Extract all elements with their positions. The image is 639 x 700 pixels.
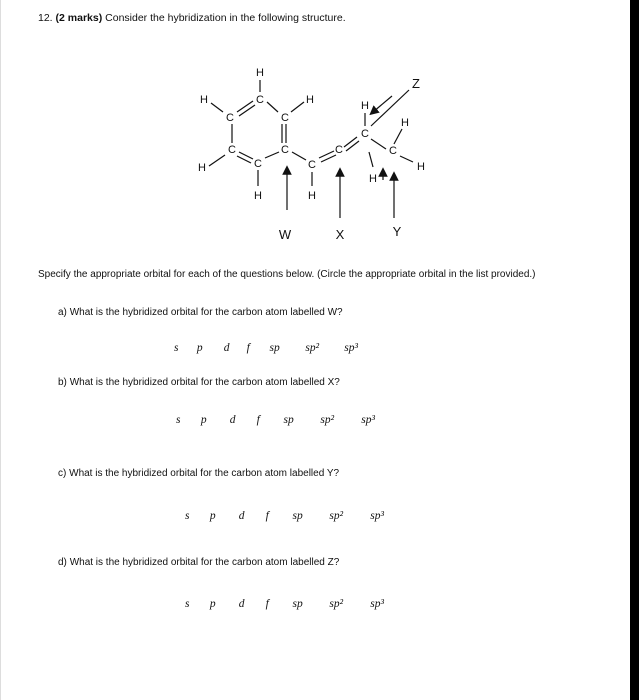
option-f[interactable]: f <box>265 510 269 522</box>
atom-c: C <box>308 159 316 171</box>
atom-c: C <box>226 112 234 124</box>
atom-c: C <box>361 128 369 140</box>
option-s[interactable]: s <box>185 598 190 610</box>
atom-c: C <box>254 158 262 170</box>
part-text: What is the hybridized orbital for the carbon atom labelled X? <box>69 377 340 388</box>
part-text: What is the hybridized orbital for the carbon atom labelled Y? <box>69 468 340 479</box>
option-s[interactable]: s <box>176 414 181 426</box>
part-text: What is the hybridized orbital for the carbon atom labelled W? <box>69 307 343 318</box>
option-s[interactable]: s <box>174 342 179 354</box>
atom-c: C <box>335 144 343 156</box>
part-a-options <box>174 342 358 354</box>
option-sp[interactable]: sp <box>269 342 280 354</box>
atom-h: H <box>308 190 316 202</box>
part-label: b) <box>58 377 67 388</box>
option-s[interactable]: s <box>185 510 190 522</box>
option-sp[interactable]: sp <box>283 414 294 426</box>
option-p[interactable]: p <box>209 510 216 522</box>
option-sp3[interactable]: sp³ <box>370 510 384 522</box>
atom-h: H <box>306 94 314 106</box>
option-sp3[interactable]: sp³ <box>370 598 384 610</box>
atom-h: H <box>401 117 409 129</box>
option-sp[interactable]: sp <box>292 598 303 610</box>
part-d-question <box>58 557 339 568</box>
option-p[interactable]: p <box>200 414 207 426</box>
atom-c: C <box>228 144 236 156</box>
option-d[interactable]: d <box>238 510 245 522</box>
option-f[interactable]: f <box>246 342 250 354</box>
option-sp2[interactable]: sp² <box>320 414 335 426</box>
atom-h: H <box>417 161 425 173</box>
option-sp2[interactable]: sp² <box>329 598 344 610</box>
atom-c: C <box>281 112 289 124</box>
atom-h: H <box>361 100 369 112</box>
part-label: c) <box>58 468 67 479</box>
part-b-question <box>58 377 340 388</box>
question-number: 12. <box>38 12 53 24</box>
option-p[interactable]: p <box>196 342 203 354</box>
option-d[interactable]: d <box>238 598 245 610</box>
part-b-options <box>176 414 375 426</box>
atom-h: H <box>254 190 262 202</box>
option-sp[interactable]: sp <box>292 510 303 522</box>
atom-h: H <box>198 162 206 174</box>
option-f[interactable]: f <box>256 414 260 426</box>
atom-c: C <box>389 145 397 157</box>
atom-h: H <box>200 94 208 106</box>
label-y: Y <box>392 224 402 239</box>
part-label: a) <box>58 307 67 318</box>
part-label: d) <box>58 557 67 568</box>
part-d-options <box>185 598 384 610</box>
part-c-options <box>185 510 384 522</box>
part-a-question <box>58 307 343 318</box>
chemical-structure <box>1 0 631 260</box>
part-text: What is the hybridized orbital for the carbon atom labelled Z? <box>69 557 340 568</box>
option-f[interactable]: f <box>265 598 269 610</box>
option-sp2[interactable]: sp² <box>329 510 344 522</box>
option-d[interactable]: d <box>223 342 230 354</box>
atom-h: H <box>369 173 377 185</box>
option-p[interactable]: p <box>209 598 216 610</box>
position-labels <box>279 76 420 242</box>
label-z: Z <box>412 76 420 91</box>
question-prompt: Consider the hybridization in the following structure. <box>105 12 346 24</box>
instructions-text: Specify the appropriate orbital for each of the questions below. (Circle the appropriate orbital in the list provided.) <box>38 269 536 280</box>
label-x: X <box>335 227 345 242</box>
option-sp3[interactable]: sp³ <box>361 414 375 426</box>
part-c-question <box>58 468 339 479</box>
option-sp2[interactable]: sp² <box>305 342 320 354</box>
question-marks: (2 marks) <box>55 12 103 24</box>
option-sp3[interactable]: sp³ <box>344 342 358 354</box>
atom-h: H <box>256 67 264 79</box>
label-w: W <box>278 227 292 242</box>
option-d[interactable]: d <box>229 414 236 426</box>
atom-c: C <box>256 94 264 106</box>
atom-c: C <box>281 144 289 156</box>
